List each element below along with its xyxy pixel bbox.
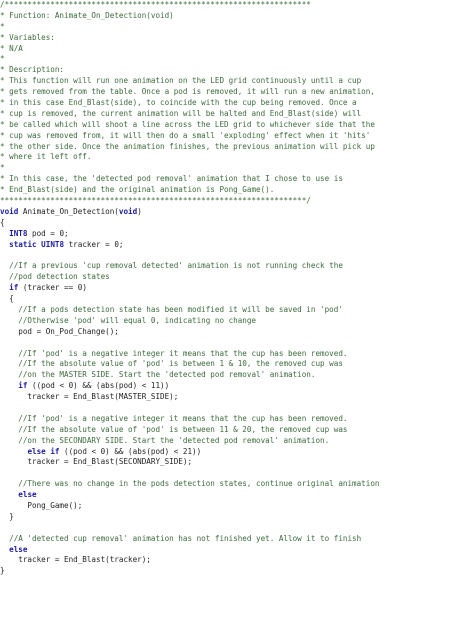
code-line: * [0, 21, 5, 31]
code-line: if ((pod < 0) && (abs(pod) < 11)) [18, 381, 170, 391]
code-line: * N/A [0, 43, 23, 53]
code-line [0, 523, 461, 534]
code-line: else [18, 490, 37, 500]
code-line: * In this case, the 'detected pod removal' animation that I chose to use is [0, 174, 343, 184]
code-line: //on the SECONDARY SIDE. Start the 'detected pod removal' animation. [0, 435, 330, 445]
code-line: static UINT8 tracker = 0; [9, 239, 124, 249]
code-line [0, 403, 461, 414]
code-line: //A 'detected cup removal' animation has not finished yet. Allow it to finish [0, 533, 362, 543]
code-line: * be called which will shoot a line across the LED grid to whichever side that the [0, 119, 375, 129]
code-line: * Variables: [0, 32, 55, 42]
code-line: { [0, 294, 14, 304]
code-line: { [0, 217, 5, 227]
code-line [0, 250, 461, 261]
code-line: * in this case End_Blast(side), to coincide with the cup being removed. Once a [0, 98, 357, 108]
code-line: void Animate_On_Detection(void) [0, 206, 142, 216]
code-line: * Function: Animate_On_Detection(void) [0, 10, 174, 20]
code-line: * [0, 54, 5, 64]
code-line: //If a pods detection state has been modified it will be saved in 'pod' [0, 304, 343, 314]
code-line: * gets removed from the table. Once a pod is removed, it will run a new animation, [0, 87, 375, 97]
code-line: //If the absolute value of 'pod' is between 11 & 20, the removed cup was [0, 424, 348, 434]
code-line: * cup was removed from, it will then do a small 'exploding' effect when it 'hits' [0, 130, 371, 140]
code-line: * the other side. Once the animation finishes, the previous animation will pick up [0, 141, 375, 151]
code-line: //If the absolute value of 'pod' is between 1 & 10, the removed cup was [0, 359, 343, 369]
code-line: //If a previous 'cup removal detected' animation is not running check the [0, 261, 343, 271]
code-line: //pod detection states [0, 272, 110, 282]
code-line [0, 468, 461, 479]
code-line: * where it left off. [0, 152, 92, 162]
code-line: tracker = End_Blast(tracker); [0, 555, 151, 565]
code-line: * Description: [0, 65, 65, 75]
code-line: } [0, 566, 5, 576]
code-line: tracker = End_Blast(SECONDARY_SIDE); [0, 457, 193, 467]
code-line: //on the MASTER SIDE. Start the 'detected pod removal' animation. [0, 370, 316, 380]
code-line: //If 'pod' is a negative integer it means that the cup has been removed. [0, 413, 348, 423]
code-line: * cup is removed, the current animation will be halted and End_Blast(side) will [0, 108, 362, 118]
code-line: * [0, 163, 5, 173]
code-line: * End_Blast(side) and the original animation is Pong_Game(). [0, 185, 275, 195]
code-line: tracker = End_Blast(MASTER_SIDE); [0, 392, 179, 402]
code-line: INT8 pod = 0; [9, 228, 69, 238]
code-line: if (tracker == 0) [9, 283, 87, 293]
code-line [0, 338, 461, 349]
code-line: * This function will run one animation on the LED grid continuously until a cup [0, 76, 362, 86]
code-line: Pong_Game(); [0, 500, 83, 510]
code-line: *******************************************************************/ [0, 196, 311, 206]
code-line: pod = On_Pod_Change(); [0, 326, 119, 336]
code-line: //If 'pod' is a negative integer it means that the cup has been removed. [0, 348, 348, 358]
code-line: else if ((pod < 0) && (abs(pod) < 21)) [27, 446, 202, 456]
code-line: //There was no change in the pods detection states, continue original animation [0, 479, 380, 489]
code-line: } [0, 511, 14, 521]
code-line: //Otherwise 'pod' will equal 0, indicating no change [0, 315, 257, 325]
code-line: /******************************************************************* [0, 0, 311, 9]
code-line: else [9, 544, 28, 554]
